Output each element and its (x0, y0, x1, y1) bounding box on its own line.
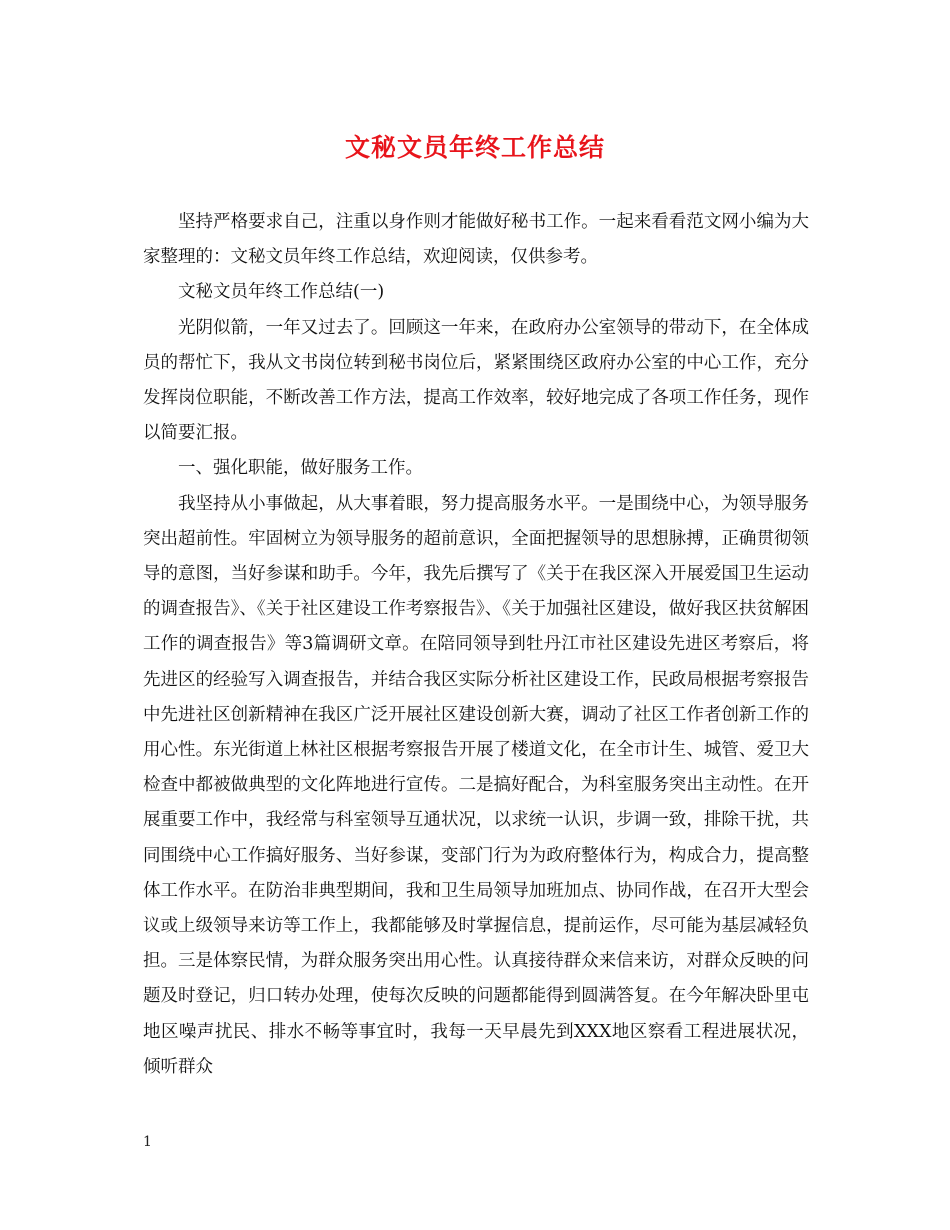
document-body (143, 205, 809, 1085)
page-number: 1 (143, 1134, 152, 1150)
paragraph-overview: 光阴似箭，一年又过去了。回顾这一年来，在政府办公室领导的带动下，在全体成员的帮忙下，我从文书岗位转到秘书岗位后，紧紧围绕区政府办公室的中心工作，充分发挥岗位职能，不断改善工作方法，提高工作效率，较好地完成了各项工作任务，现作以简要汇报。 (143, 317, 809, 444)
document-title: 文秘文员年终工作总结 (344, 133, 605, 162)
subsection-heading: 一、强化职能，做好服务工作。 (178, 458, 423, 479)
paragraph-intro: 坚持严格要求自己，注重以身作则才能做好秘书工作。一起来看看范文网小编为大家整理的：文秘文员年终工作总结，欢迎阅读，仅供参考。 (143, 212, 809, 268)
paragraph-service-work: 我坚持从小事做起，从大事着眼，努力提高服务水平。一是围绕中心，为领导服务突出超前性。牢固树立为领导服务的超前意识，全面把握领导的思想脉搏，正确贯彻领导的意图，当好参谋和助手。今年，我先后撰写了《关于在我区深入开展爱国卫生运动的调查报告》、《关于社区建设工作考察报告》、《关于加强社区建设，做好我区扶贫解困工作的调查报告》等3篇调研文章。在陪同领导到牡丹江市社区建设先进区考察后，将先进区的经验写入调查报告，并结合我区实际分析社区建设工作，民政局根据考察报告中先进社区创新精神在我区广泛开展社区建设创新大赛，调动了社区工作者创新工作的用心性。东光街道上林社区根据考察报告开展了楼道文化，在全市计生、城管、爱卫大检查中都被做典型的文化阵地进行宣传。二是搞好配合，为科室服务突出主动性。在开展重要工作中，我经常与科室领导互通状况，以求统一认识，步调一致，排除干扰，共同围绕中心工作搞好服务、当好参谋，变部门行为为政府整体行为，构成合力，提高整体工作水平。在防治非典型期间，我和卫生局领导加班加点、协同作战，在召开大型会议或上级领导来访等工作上，我都能够及时掌握信息，提前运作，尽可能为基层减轻负担。三是体察民情，为群众服务突出用心性。认真接待群众来信来访，对群众反映的问题及时登记，归口转办处理，使每次反映的问题都能得到圆满答复。在今年解决卧里屯地区噪声扰民、排水不畅等事宜时，我每一天早晨先到XXX地区察看工程进展状况，倾听群众 (143, 493, 809, 1077)
section-heading: 文秘文员年终工作总结(一) (178, 282, 385, 303)
